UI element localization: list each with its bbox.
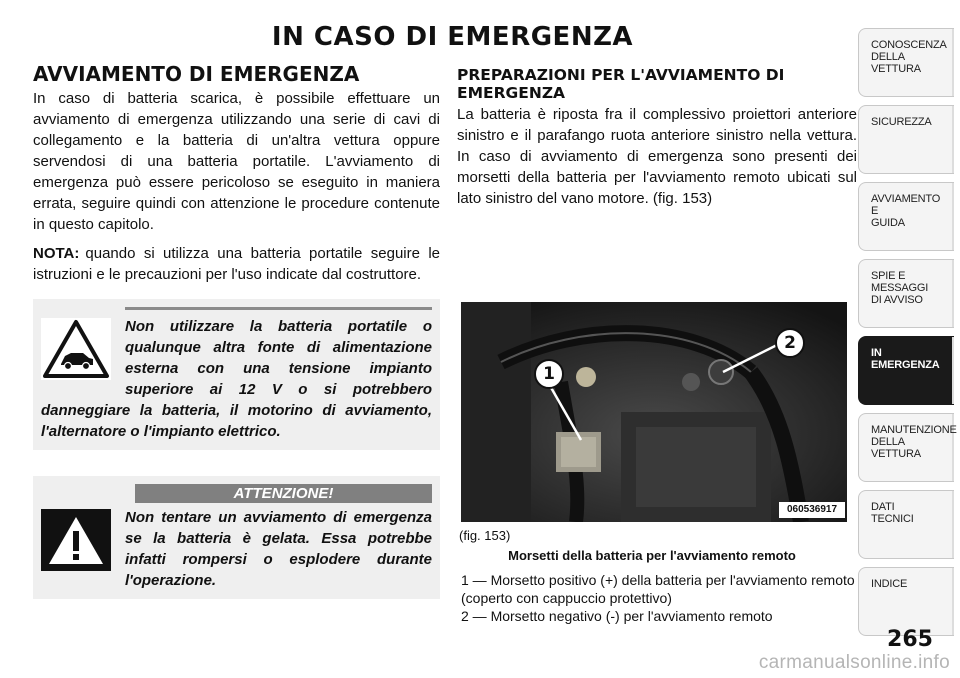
intro-paragraph: In caso di batteria scarica, è possibile effettuare un avviamento di emergenza utilizzando una serie di cavi di collegamento e la batteria di un'altra vettura oppure servendosi di una batteria portatile. L'avviamento di emergenza può essere pericoloso se eseguito in maniera errata, seguire quindi con attenzione le procedure contenute in questo capitolo. [33, 90, 440, 233]
warning-box-voltage [33, 299, 440, 450]
tab-in-emergenza[interactable]: IN EMERGENZA [858, 336, 954, 405]
watermark: carmanualsonline.info [758, 652, 950, 673]
chapter-tabs [858, 28, 960, 644]
warning-divider [125, 307, 432, 310]
warning-box-frozen [33, 476, 440, 599]
warning-text-voltage: Non utilizzare la batteria portatile o qualunque altra fonte di alimentazione esterna con una tensione impianto superiore ai 12 V o si potrebbero danneggiare la batteria, il motorino di avviamento, l'alternatore o l'impianto elettrico. [41, 318, 432, 440]
tab-manutenzione[interactable]: MANUTENZIONE DELLA VETTURA [858, 413, 954, 482]
left-column [33, 62, 440, 599]
figure-caption: Morsetti della batteria per l'avviamento remoto [508, 548, 796, 563]
legend-item-2: 2 — Morsetto negativo (-) per l'avviamento remoto [461, 608, 773, 624]
tab-spie-e-messaggi[interactable]: SPIE E MESSAGGI DI AVVISO [858, 259, 954, 328]
figure-code: 060536917 [786, 504, 838, 515]
tab-indice[interactable]: INDICE [858, 567, 954, 636]
preparation-paragraph: La batteria è riposta fra il complessivo proiettori anteriore sinistro e il parafango ruota anteriore sinistro nella vettura. In caso di avviamento di emergenza sono presenti dei morsetti della batteria per l'avviamento remoto ubicati sul lato sinistro del vano motore. (fig. 153) [457, 106, 857, 207]
figure-battery-terminals [461, 302, 847, 522]
callout-2: 2 [784, 333, 796, 353]
tab-avviamento-e-guida[interactable]: AVVIAMENTO E GUIDA [858, 182, 954, 251]
right-column [457, 62, 857, 209]
tab-conoscenza-della-vettura[interactable]: CONOSCENZA DELLA VETTURA [858, 28, 954, 97]
page-title: IN CASO DI EMERGENZA [271, 22, 634, 52]
note-paragraph [33, 243, 440, 285]
warning-triangle-icon [41, 509, 111, 571]
warning-text-frozen: Non tentare un avviamento di emergenza se la batteria è gelata. Essa potrebbe infatti rompersi o esplodere durante l'operazione. [125, 509, 432, 589]
section-heading-avviamento: AVVIAMENTO DI EMERGENZA [33, 62, 360, 86]
tab-dati-tecnici[interactable]: DATI TECNICI [858, 490, 954, 559]
section-heading-preparazioni: PREPARAZIONI PER L'AVVIAMENTO DI EMERGENZA [457, 66, 785, 102]
attention-label: ATTENZIONE! [135, 484, 432, 503]
figure-legend [461, 571, 856, 625]
note-text: quando si utilizza una batteria portatile seguire le istruzioni e le precauzioni per l'uso indicate dal costruttore. [33, 245, 440, 283]
page-number: 265 [887, 627, 933, 652]
callout-1: 1 [543, 364, 555, 384]
tab-sicurezza[interactable]: SICUREZZA [858, 105, 954, 174]
car-hazard-icon [41, 318, 111, 380]
legend-item-1: 1 — Morsetto positivo (+) della batteria per l'avviamento remoto (coperto con cappuccio protettivo) [461, 572, 855, 606]
note-label: NOTA: [33, 245, 80, 262]
figure-number: (fig. 153) [459, 528, 511, 543]
